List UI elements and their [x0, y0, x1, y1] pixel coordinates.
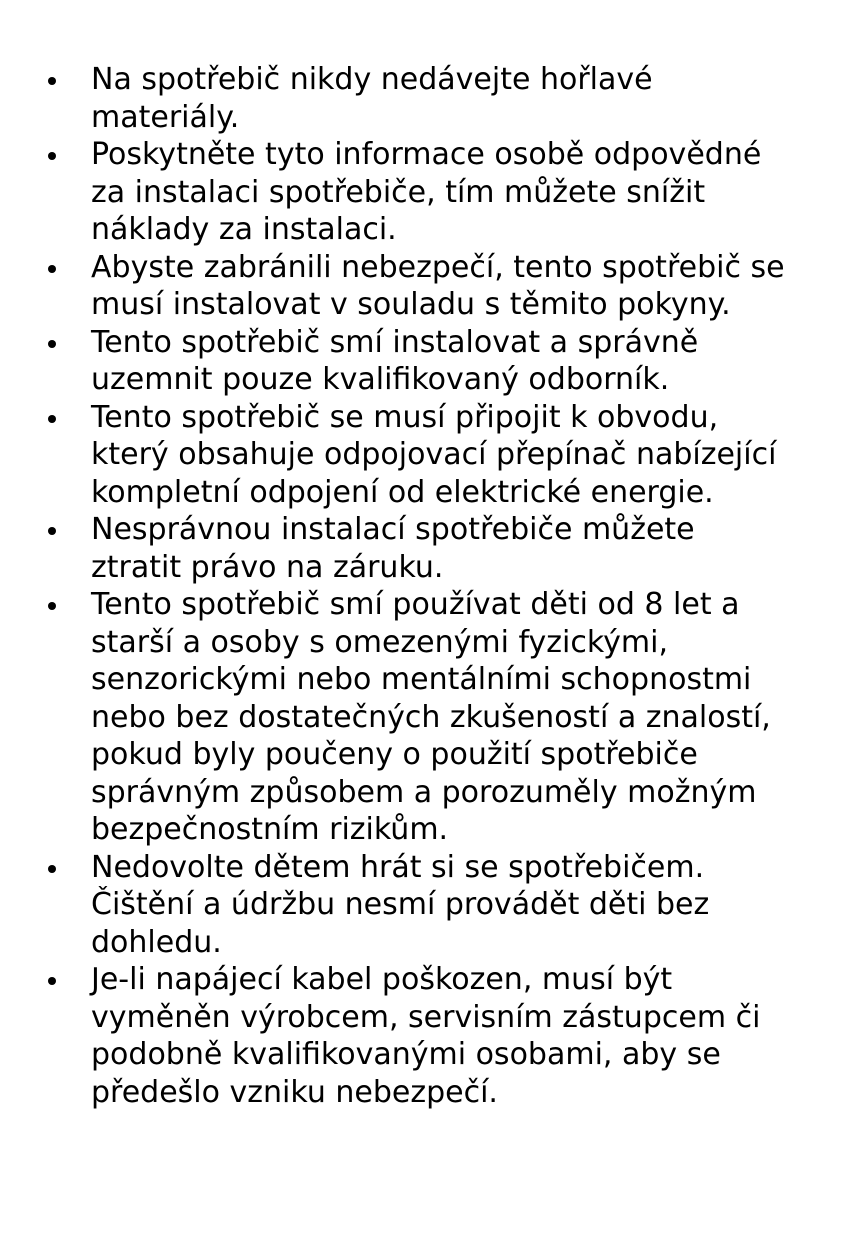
bullet-icon: [48, 265, 56, 273]
list-item-text: Tento spotřebič se musí připojit k obvodu, který obsahuje odpojovací přepínač nabízející kompletní odpojení od elektrické energie.: [91, 399, 777, 510]
list-item-text: Poskytněte tyto informace osobě odpovědné za instalaci spotřebiče, tím můžete snížit náklady za instalaci.: [91, 137, 762, 247]
list-item: [48, 136, 838, 249]
list-item-text: Je-li napájecí kabel poškozen, musí být vyměněn výrobcem, servisním zástupcem či podobně kvalifikovanými osobami, aby se předešlo vzniku nebezpečí.: [91, 962, 761, 1110]
bullet-icon: [48, 415, 56, 423]
bullet-icon: [48, 602, 56, 610]
list-item-text: Tento spotřebič smí používat děti od 8 let a starší a osoby s omezenými fyzickými, senzorickými nebo mentálními schopnostmi nebo bez dostatečných zkušeností a znalostí, pokud byly poučeny o použití spotřebiče správným způsobem a porozuměly možným bezpečnostním rizikům.: [91, 587, 771, 847]
bullet-icon: [48, 340, 56, 348]
list-item-text: Na spotřebič nikdy nedávejte hořlavé materiály.: [91, 62, 653, 135]
list-item-text: Nedovolte dětem hrát si se spotřebičem. Čištění a údržbu nesmí provádět děti bez dohledu.: [91, 849, 710, 960]
list-item: [48, 61, 838, 136]
bullet-icon: [48, 152, 56, 160]
list-item-text: Tento spotřebič smí instalovat a správně uzemnit pouze kvalifikovaný odborník.: [91, 324, 699, 397]
bullet-icon: [48, 977, 56, 985]
bullet-icon: [48, 527, 56, 535]
list-item: [48, 511, 838, 586]
list-item: [48, 961, 838, 1111]
list-item-text: Abyste zabránili nebezpečí, tento spotřebič se musí instalovat v souladu s těmito pokyny.: [91, 249, 785, 322]
list-item: [48, 249, 838, 324]
list-item-text: Nesprávnou instalací spotřebiče můžete ztratit právo na záruku.: [91, 512, 695, 585]
list-item: [48, 586, 838, 849]
safety-instructions-list: [48, 61, 838, 1111]
list-item: [48, 849, 838, 962]
list-item: [48, 324, 838, 399]
list-item: [48, 399, 838, 512]
bullet-icon: [48, 77, 56, 85]
bullet-icon: [48, 865, 56, 873]
